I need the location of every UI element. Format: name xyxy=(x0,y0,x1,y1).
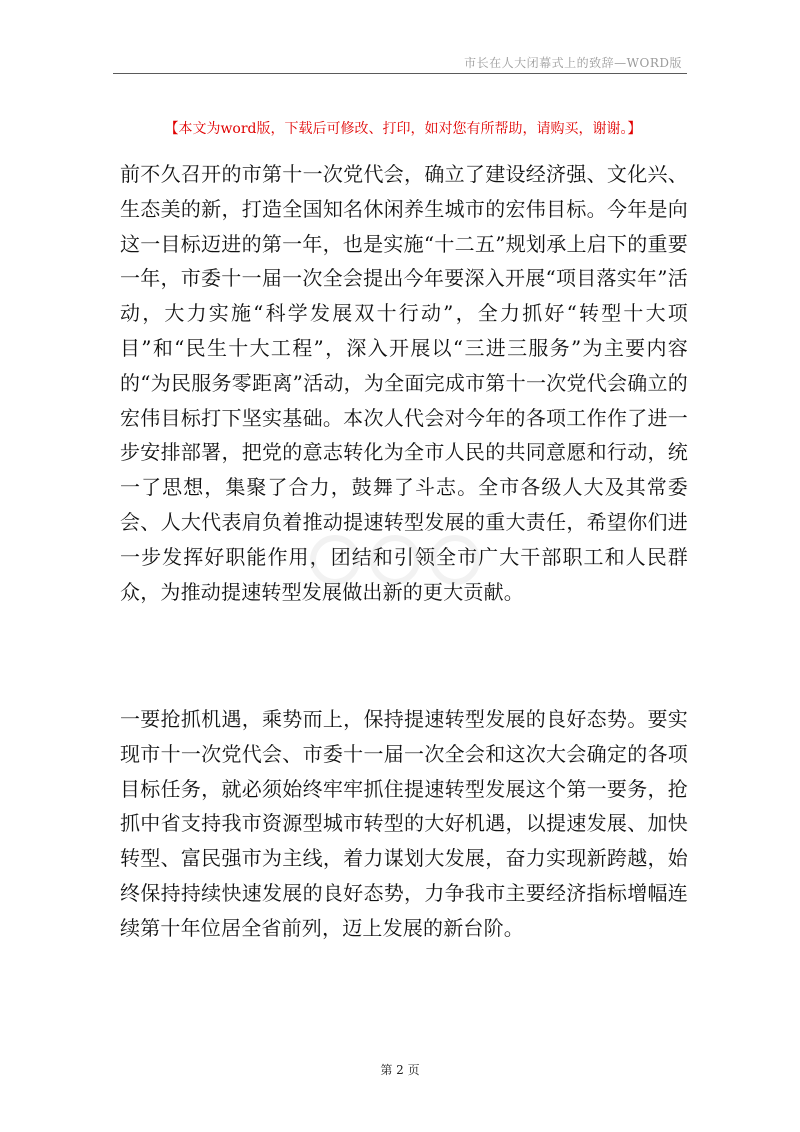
watermark-logo xyxy=(300,525,500,595)
running-header: 市长在人大闭幕式上的致辞—WORD版 xyxy=(464,56,682,70)
header-divider xyxy=(113,73,687,74)
purchase-notice: 【本文为word版，下载后可修改、打印，如对您有所帮助，请购买，谢谢。】 xyxy=(164,121,642,137)
body-paragraph-2: 一要抢抓机遇，乘势而上，保持提速转型发展的良好态势。要实现市十一次党代会、市委十一届一次全会和这次大会确定的各项目标任务，就必须始终牢牢抓住提速转型发展这个第一要务，抢抓中省支持我市资源型城市转型的大好机遇，以提速发展、加快转型、富民强市为主线，着力谋划大发展，奋力实现新跨越，始终保持持续快速发展的良好态势，力争我市主要经济指标增幅连续第十年位居全省前列，迈上发展的新台阶。 xyxy=(120,707,688,940)
page-number: 第 2 页 xyxy=(380,1063,420,1077)
body-paragraph-1: 前不久召开的市第十一次党代会，确立了建设经济强、文化兴、生态美的新，打造全国知名休闲养生城市的宏伟目标。今年是向这一目标迈进的第一年，也是实施“十二五”规划承上启下的重要一年，市委十一届一次全会提出今年要深入开展“项目落实年”活动，大力实施“科学发展双十行动”，全力抓好“转型十大项目”和“民生十大工程”，深入开展以“三进三服务”为主要内容的“为民服务零距离”活动，为全面完成市第十一次党代会确立的宏伟目标打下坚实基础。本次人代会对今年的各项工作作了进一步安排部署，把党的意志转化为全市人民的共同意愿和行动，统一了思想，集聚了合力，鼓舞了斗志。全市各级人大及其常委会、人大代表肩负着推动提速转型发展的重大责任，希望你们进一步发挥好职能作用，团结和引领全市广大干部职工和人民群众，为推动提速转型发展做出新的更大贡献。 xyxy=(120,162,688,604)
